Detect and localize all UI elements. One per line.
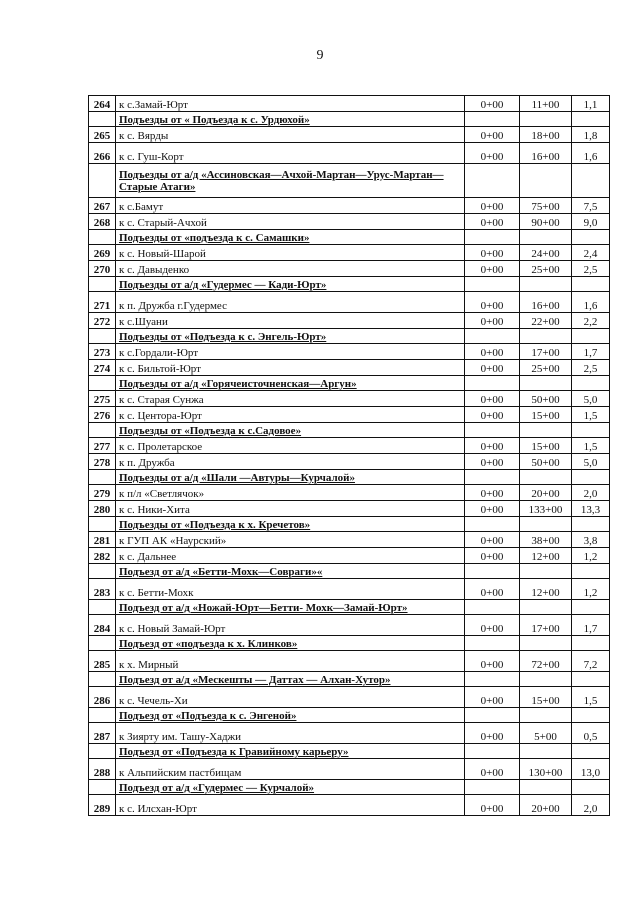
row-number: 288: [89, 759, 116, 780]
road-name: к с. Гуш-Корт: [116, 143, 465, 164]
table-row: [89, 360, 610, 376]
section-heading: Подъезд от «подъезда к х. Клинков»: [116, 636, 465, 651]
start-cell: [465, 423, 520, 438]
start-km: 0+00: [465, 438, 520, 454]
start-cell: [465, 470, 520, 485]
section-heading: Подъезды от « Подъезда к с. Урдюхой»: [116, 112, 465, 127]
length-km: 1,5: [572, 687, 610, 708]
length-cell: [572, 470, 610, 485]
row-number: 279: [89, 485, 116, 501]
length-km: 9,0: [572, 214, 610, 230]
length-km: 1,7: [572, 344, 610, 360]
row-number: 283: [89, 579, 116, 600]
end-km: 18+00: [520, 127, 572, 143]
section-heading-row: [89, 672, 610, 687]
section-heading-row: [89, 517, 610, 532]
row-number: 273: [89, 344, 116, 360]
length-cell: [572, 564, 610, 579]
start-km: 0+00: [465, 292, 520, 313]
roads-table-body: [89, 96, 610, 816]
end-km: 16+00: [520, 143, 572, 164]
row-number: 275: [89, 391, 116, 407]
end-km: 38+00: [520, 532, 572, 548]
end-km: 20+00: [520, 485, 572, 501]
roads-table: [88, 95, 610, 816]
road-name: к с. Ники-Хита: [116, 501, 465, 517]
row-number-cell: [89, 164, 116, 198]
start-cell: [465, 600, 520, 615]
section-heading: Подъезды от «Подъезда к х. Кречетов»: [116, 517, 465, 532]
row-number: 285: [89, 651, 116, 672]
table-row: [89, 687, 610, 708]
page-number: 9: [316, 48, 324, 63]
start-km: 0+00: [465, 454, 520, 470]
table-row: [89, 454, 610, 470]
end-km: 15+00: [520, 687, 572, 708]
table-row: [89, 615, 610, 636]
end-cell: [520, 708, 572, 723]
end-km: 5+00: [520, 723, 572, 744]
end-km: 90+00: [520, 214, 572, 230]
length-km: 1,5: [572, 407, 610, 423]
road-name: к п. Дружба: [116, 454, 465, 470]
section-heading-row: [89, 780, 610, 795]
row-number-cell: [89, 564, 116, 579]
row-number: 281: [89, 532, 116, 548]
start-cell: [465, 376, 520, 391]
road-name: к п/л «Светлячок»: [116, 485, 465, 501]
section-heading-row: [89, 708, 610, 723]
length-km: 1,6: [572, 292, 610, 313]
start-km: 0+00: [465, 501, 520, 517]
end-km: 12+00: [520, 548, 572, 564]
end-km: 11+00: [520, 96, 572, 112]
end-km: 130+00: [520, 759, 572, 780]
length-cell: [572, 423, 610, 438]
length-cell: [572, 600, 610, 615]
row-number: 277: [89, 438, 116, 454]
road-name: к с. Центора-Юрт: [116, 407, 465, 423]
end-km: 12+00: [520, 579, 572, 600]
row-number-cell: [89, 600, 116, 615]
road-name: к с.Гордали-Юрт: [116, 344, 465, 360]
length-km: 2,4: [572, 245, 610, 261]
row-number: 280: [89, 501, 116, 517]
road-name: к с. Вярды: [116, 127, 465, 143]
end-cell: [520, 672, 572, 687]
road-name: к с. Старая Сунжа: [116, 391, 465, 407]
road-name: к с. Старый-Ачхой: [116, 214, 465, 230]
table-row: [89, 391, 610, 407]
section-heading: Подъезд от а/д «Ножай-Юрт—Бетти- Мохк—Замай-Юрт»: [116, 600, 465, 615]
row-number: 276: [89, 407, 116, 423]
end-km: 17+00: [520, 615, 572, 636]
road-name: к с. Илсхан-Юрт: [116, 795, 465, 816]
length-cell: [572, 780, 610, 795]
end-km: 50+00: [520, 391, 572, 407]
end-cell: [520, 636, 572, 651]
table-row: [89, 198, 610, 214]
table-row: [89, 344, 610, 360]
length-km: 2,0: [572, 795, 610, 816]
end-km: 50+00: [520, 454, 572, 470]
section-heading: Подъезды от «Подъезда к с. Энгель-Юрт»: [116, 329, 465, 344]
end-cell: [520, 230, 572, 245]
row-number: 278: [89, 454, 116, 470]
table-row: [89, 501, 610, 517]
road-name: к Зиярту им. Ташу-Хаджи: [116, 723, 465, 744]
end-km: 75+00: [520, 198, 572, 214]
start-km: 0+00: [465, 548, 520, 564]
table-row: [89, 127, 610, 143]
row-number: 274: [89, 360, 116, 376]
start-cell: [465, 329, 520, 344]
start-km: 0+00: [465, 214, 520, 230]
start-cell: [465, 744, 520, 759]
table-row: [89, 407, 610, 423]
road-name: к с. Новый-Шарой: [116, 245, 465, 261]
start-km: 0+00: [465, 127, 520, 143]
start-cell: [465, 517, 520, 532]
length-km: 2,5: [572, 360, 610, 376]
section-heading-row: [89, 329, 610, 344]
section-heading: Подъезд от а/д «Бетти-Мохк—Совраги»«: [116, 564, 465, 579]
row-number-cell: [89, 744, 116, 759]
length-cell: [572, 277, 610, 292]
length-cell: [572, 164, 610, 198]
row-number-cell: [89, 636, 116, 651]
start-km: 0+00: [465, 723, 520, 744]
table-row: [89, 723, 610, 744]
table-row: [89, 532, 610, 548]
start-cell: [465, 164, 520, 198]
road-name: к с. Пролетарское: [116, 438, 465, 454]
table-row: [89, 245, 610, 261]
length-km: 1,5: [572, 438, 610, 454]
table-row: [89, 214, 610, 230]
section-heading-row: [89, 376, 610, 391]
length-km: 13,0: [572, 759, 610, 780]
row-number: 287: [89, 723, 116, 744]
row-number-cell: [89, 423, 116, 438]
end-km: 72+00: [520, 651, 572, 672]
length-km: 7,2: [572, 651, 610, 672]
start-km: 0+00: [465, 261, 520, 277]
start-cell: [465, 780, 520, 795]
row-number: 271: [89, 292, 116, 313]
start-cell: [465, 672, 520, 687]
length-km: 1,2: [572, 548, 610, 564]
road-name: к с.Шуани: [116, 313, 465, 329]
length-km: 2,2: [572, 313, 610, 329]
row-number-cell: [89, 376, 116, 391]
row-number: 284: [89, 615, 116, 636]
section-heading: Подъезды от «подъезда к с. Самашки»: [116, 230, 465, 245]
row-number-cell: [89, 672, 116, 687]
road-name: к с. Давыденко: [116, 261, 465, 277]
end-km: 133+00: [520, 501, 572, 517]
length-km: 2,5: [572, 261, 610, 277]
row-number-cell: [89, 277, 116, 292]
length-km: 5,0: [572, 454, 610, 470]
section-heading-row: [89, 636, 610, 651]
section-heading: Подъезды от «Подъезда к с.Садовое»: [116, 423, 465, 438]
row-number: 270: [89, 261, 116, 277]
section-heading-row: [89, 164, 610, 198]
row-number: 266: [89, 143, 116, 164]
row-number-cell: [89, 329, 116, 344]
section-heading-row: [89, 600, 610, 615]
road-name: к с.Бамут: [116, 198, 465, 214]
table-row: [89, 438, 610, 454]
section-heading: Подъезды от а/д «Ассиновская—Ачхой-Мартан—Урус-Мартан— Старые Атаги»: [116, 164, 465, 198]
length-km: 7,5: [572, 198, 610, 214]
start-km: 0+00: [465, 795, 520, 816]
road-name: к х. Мирный: [116, 651, 465, 672]
start-km: 0+00: [465, 391, 520, 407]
section-heading: Подъезд от а/д «Гудермес — Курчалой»: [116, 780, 465, 795]
section-heading-row: [89, 423, 610, 438]
length-cell: [572, 329, 610, 344]
end-cell: [520, 780, 572, 795]
row-number: 272: [89, 313, 116, 329]
road-name: к с. Бильтой-Юрт: [116, 360, 465, 376]
start-cell: [465, 564, 520, 579]
length-cell: [572, 376, 610, 391]
start-km: 0+00: [465, 198, 520, 214]
start-km: 0+00: [465, 407, 520, 423]
length-cell: [572, 112, 610, 127]
end-cell: [520, 517, 572, 532]
table-row: [89, 485, 610, 501]
table-row: [89, 292, 610, 313]
length-km: 1,2: [572, 579, 610, 600]
start-km: 0+00: [465, 344, 520, 360]
end-km: 17+00: [520, 344, 572, 360]
section-heading: Подъезд от «Подъезда к с. Энгеной»: [116, 708, 465, 723]
row-number: 286: [89, 687, 116, 708]
row-number: 267: [89, 198, 116, 214]
table-row: [89, 795, 610, 816]
section-heading: Подъезды от а/д «Шали —Автуры—Курчалой»: [116, 470, 465, 485]
start-cell: [465, 277, 520, 292]
row-number-cell: [89, 708, 116, 723]
end-cell: [520, 600, 572, 615]
start-km: 0+00: [465, 687, 520, 708]
section-heading: Подъезды от а/д «Гудермес — Кади-Юрт»: [116, 277, 465, 292]
length-cell: [572, 672, 610, 687]
table-row: [89, 579, 610, 600]
start-cell: [465, 230, 520, 245]
section-heading: Подъезды от а/д «Горячеисточненская—Аргун»: [116, 376, 465, 391]
row-number-cell: [89, 517, 116, 532]
table-row: [89, 651, 610, 672]
end-cell: [520, 376, 572, 391]
length-km: 1,7: [572, 615, 610, 636]
section-heading-row: [89, 470, 610, 485]
end-km: 15+00: [520, 407, 572, 423]
start-km: 0+00: [465, 245, 520, 261]
end-km: 22+00: [520, 313, 572, 329]
length-km: 1,8: [572, 127, 610, 143]
end-cell: [520, 112, 572, 127]
length-km: 3,8: [572, 532, 610, 548]
start-km: 0+00: [465, 579, 520, 600]
length-cell: [572, 708, 610, 723]
start-km: 0+00: [465, 485, 520, 501]
end-cell: [520, 277, 572, 292]
end-cell: [520, 470, 572, 485]
road-name: к с. Дальнее: [116, 548, 465, 564]
end-km: 16+00: [520, 292, 572, 313]
length-km: 13,3: [572, 501, 610, 517]
road-name: к с. Чечель-Хи: [116, 687, 465, 708]
length-cell: [572, 230, 610, 245]
start-cell: [465, 636, 520, 651]
end-cell: [520, 164, 572, 198]
row-number-cell: [89, 112, 116, 127]
road-name: к п. Дружба г.Гудермес: [116, 292, 465, 313]
row-number: 264: [89, 96, 116, 112]
table-row: [89, 313, 610, 329]
start-km: 0+00: [465, 313, 520, 329]
road-name: к Альпийским пастбищам: [116, 759, 465, 780]
road-name: к с. Новый Замай-Юрт: [116, 615, 465, 636]
length-cell: [572, 517, 610, 532]
end-km: 25+00: [520, 261, 572, 277]
road-name: к с.Замай-Юрт: [116, 96, 465, 112]
section-heading: Подъезд от а/д «Мескешты — Даттах — Алхан-Хутор»: [116, 672, 465, 687]
row-number-cell: [89, 780, 116, 795]
section-heading-row: [89, 112, 610, 127]
length-km: 0,5: [572, 723, 610, 744]
section-heading-row: [89, 230, 610, 245]
section-heading-row: [89, 564, 610, 579]
row-number-cell: [89, 230, 116, 245]
end-cell: [520, 564, 572, 579]
section-heading-row: [89, 744, 610, 759]
table-row: [89, 759, 610, 780]
table-row: [89, 96, 610, 112]
length-cell: [572, 744, 610, 759]
length-km: 1,6: [572, 143, 610, 164]
length-km: 2,0: [572, 485, 610, 501]
row-number-cell: [89, 470, 116, 485]
row-number: 289: [89, 795, 116, 816]
end-km: 24+00: [520, 245, 572, 261]
row-number: 269: [89, 245, 116, 261]
section-heading: Подъезд от «Подъезда к Гравийному карьеру»: [116, 744, 465, 759]
row-number: 268: [89, 214, 116, 230]
start-km: 0+00: [465, 615, 520, 636]
row-number: 282: [89, 548, 116, 564]
length-km: 5,0: [572, 391, 610, 407]
table-row: [89, 548, 610, 564]
end-km: 20+00: [520, 795, 572, 816]
start-km: 0+00: [465, 759, 520, 780]
length-cell: [572, 636, 610, 651]
start-km: 0+00: [465, 96, 520, 112]
start-km: 0+00: [465, 532, 520, 548]
end-cell: [520, 423, 572, 438]
start-cell: [465, 112, 520, 127]
end-cell: [520, 744, 572, 759]
start-km: 0+00: [465, 360, 520, 376]
table-row: [89, 261, 610, 277]
section-heading-row: [89, 277, 610, 292]
end-km: 25+00: [520, 360, 572, 376]
end-cell: [520, 329, 572, 344]
length-km: 1,1: [572, 96, 610, 112]
table-row: [89, 143, 610, 164]
start-km: 0+00: [465, 143, 520, 164]
road-name: к с. Бетти-Мохк: [116, 579, 465, 600]
end-km: 15+00: [520, 438, 572, 454]
start-cell: [465, 708, 520, 723]
road-name: к ГУП АК «Наурский»: [116, 532, 465, 548]
row-number: 265: [89, 127, 116, 143]
start-km: 0+00: [465, 651, 520, 672]
